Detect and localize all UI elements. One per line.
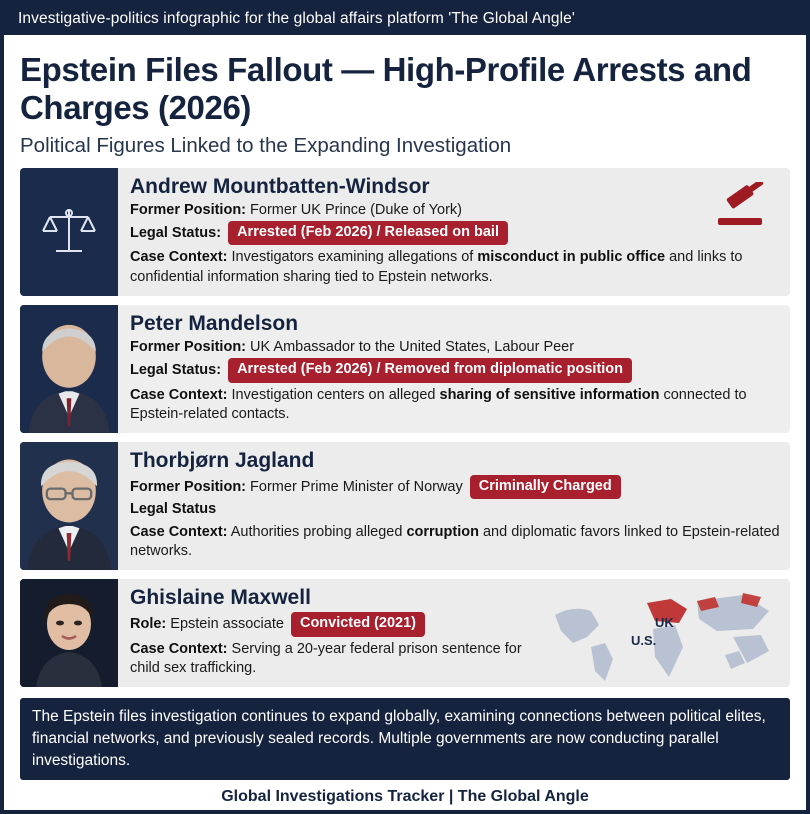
case-context-pre: Serving a 20-year federal prison sentence for child sex trafficking. [130, 640, 522, 677]
scales-of-justice-icon [20, 168, 118, 296]
case-context-pre: Investigation centers on alleged [231, 386, 440, 403]
case-context-label: Case Context: [130, 523, 228, 540]
former-position-value: Former Prime Minister of Norway [250, 479, 463, 496]
legal-status-label: Legal Status: [130, 224, 222, 241]
former-position-row [130, 201, 780, 220]
legal-status-label: Legal Status [130, 501, 217, 518]
former-position-value: UK Ambassador to the United States, Labour Peer [250, 338, 575, 355]
case-context-pre: Investigators examining allegations of [231, 249, 478, 266]
former-position-row [130, 475, 780, 499]
case-context-pre: Authorities probing alleged [230, 523, 407, 540]
case-context-row [130, 386, 780, 425]
case-context-post: and diplomatic favors linked to Epstein-related networks. [130, 523, 780, 560]
legal-status-label: Legal Status: [130, 362, 222, 379]
case-context-label: Case Context: [130, 249, 228, 266]
legal-status-row [130, 221, 780, 245]
case-context-emphasis: misconduct in public office [477, 249, 666, 266]
case-context-emphasis: sharing of sensitive information [439, 386, 660, 403]
former-position-row [130, 338, 780, 357]
case-context-post: connected to Epstein-related contacts. [130, 386, 747, 422]
page-title: Epstein Files Fallout — High-Profile Arrests and Charges (2026) [20, 51, 752, 127]
card-body [118, 442, 790, 570]
person-card-jagland [20, 442, 790, 570]
case-context-emphasis: corruption [406, 523, 479, 540]
person-name: Thorbjørn Jagland [130, 449, 315, 473]
former-position-label: Former Position: [130, 479, 247, 496]
summary-note: The Epstein files investigation continues to expand globally, examining connections between political elites, financial networks, and previously sealed records. Multiple governments are now conducting parallel investigations. [20, 698, 790, 780]
portrait-photo [20, 305, 118, 433]
case-context-label: Case Context: [130, 640, 228, 657]
gavel-icon [712, 182, 774, 234]
case-context-row [130, 248, 780, 287]
case-context-row [130, 523, 780, 562]
case-context-label: Case Context: [130, 386, 228, 403]
card-body [118, 305, 790, 433]
role-label: Role: [130, 616, 167, 633]
former-position-label: Former Position: [130, 201, 247, 218]
portrait-photo [20, 442, 118, 570]
portrait-photo [20, 579, 118, 687]
map-label-uk: UK [655, 615, 674, 631]
main-content [4, 35, 806, 814]
role-value: Epstein associate [170, 616, 284, 633]
person-name: Ghislaine Maxwell [130, 586, 311, 610]
person-name: Peter Mandelson [130, 311, 299, 335]
world-map [547, 585, 782, 687]
person-card-maxwell [20, 579, 790, 687]
status-badge: Arrested (Feb 2026) / Released on bail [228, 221, 508, 245]
case-context-row [130, 640, 550, 679]
legal-status-row [130, 500, 780, 519]
person-card-andrew [20, 168, 790, 296]
person-card-mandelson [20, 305, 790, 433]
card-body [118, 579, 790, 687]
status-badge: Arrested (Feb 2026) / Removed from diplomatic position [228, 358, 632, 382]
status-badge: Convicted (2021) [291, 612, 425, 636]
person-name: Andrew Mountbatten-Windsor [130, 174, 430, 198]
page-subtitle: Political Figures Linked to the Expanding Investigation [20, 133, 512, 157]
topbar-caption: Investigative-politics infographic for the global affairs platform 'The Global Angle' [4, 4, 806, 35]
status-badge: Criminally Charged [470, 475, 621, 499]
legal-status-row [130, 358, 780, 382]
map-label-us: U.S. [631, 633, 657, 649]
card-body [118, 168, 790, 296]
case-context-post: and links to confidential information sharing tied to Epstein networks. [130, 249, 743, 285]
former-position-value: Former UK Prince (Duke of York) [250, 201, 462, 218]
source-credit: Global Investigations Tracker | The Global Angle [221, 788, 589, 806]
former-position-label: Former Position: [130, 338, 247, 355]
